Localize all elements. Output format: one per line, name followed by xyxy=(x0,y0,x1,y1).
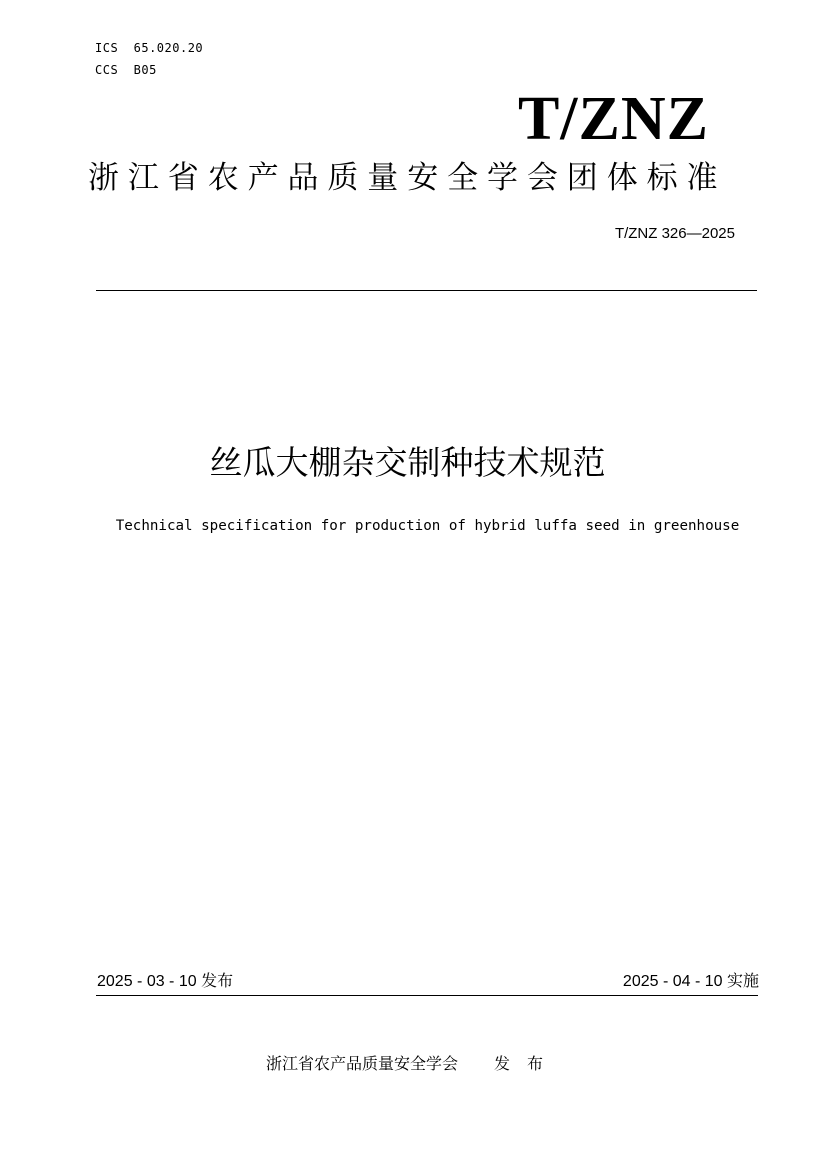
issue-date: 2025 - 03 - 10 发布 xyxy=(97,973,234,990)
document-title-chinese: 丝瓜大棚杂交制种技术规范 xyxy=(209,443,606,482)
standard-number: T/ZNZ 326—2025 xyxy=(614,225,735,242)
top-divider xyxy=(96,290,757,291)
bottom-divider xyxy=(96,995,758,996)
document-title-english: Technical specification for production of hybrid luffa seed in greenhouse xyxy=(115,518,740,534)
standard-logo: T/ZNZ xyxy=(517,85,709,153)
publish-label: 发 布 xyxy=(493,1054,550,1073)
publisher-name: 浙江省农产品质量安全学会 xyxy=(265,1054,458,1073)
publisher-line xyxy=(0,1053,815,1075)
implementation-date: 2025 - 04 - 10 实施 xyxy=(622,973,759,990)
standard-organization-title: 浙江省农产品质量安全学会团体标准 xyxy=(88,160,727,196)
ics-code: ICS 65.020.20 xyxy=(95,41,204,55)
ccs-code: CCS B05 xyxy=(95,63,157,77)
